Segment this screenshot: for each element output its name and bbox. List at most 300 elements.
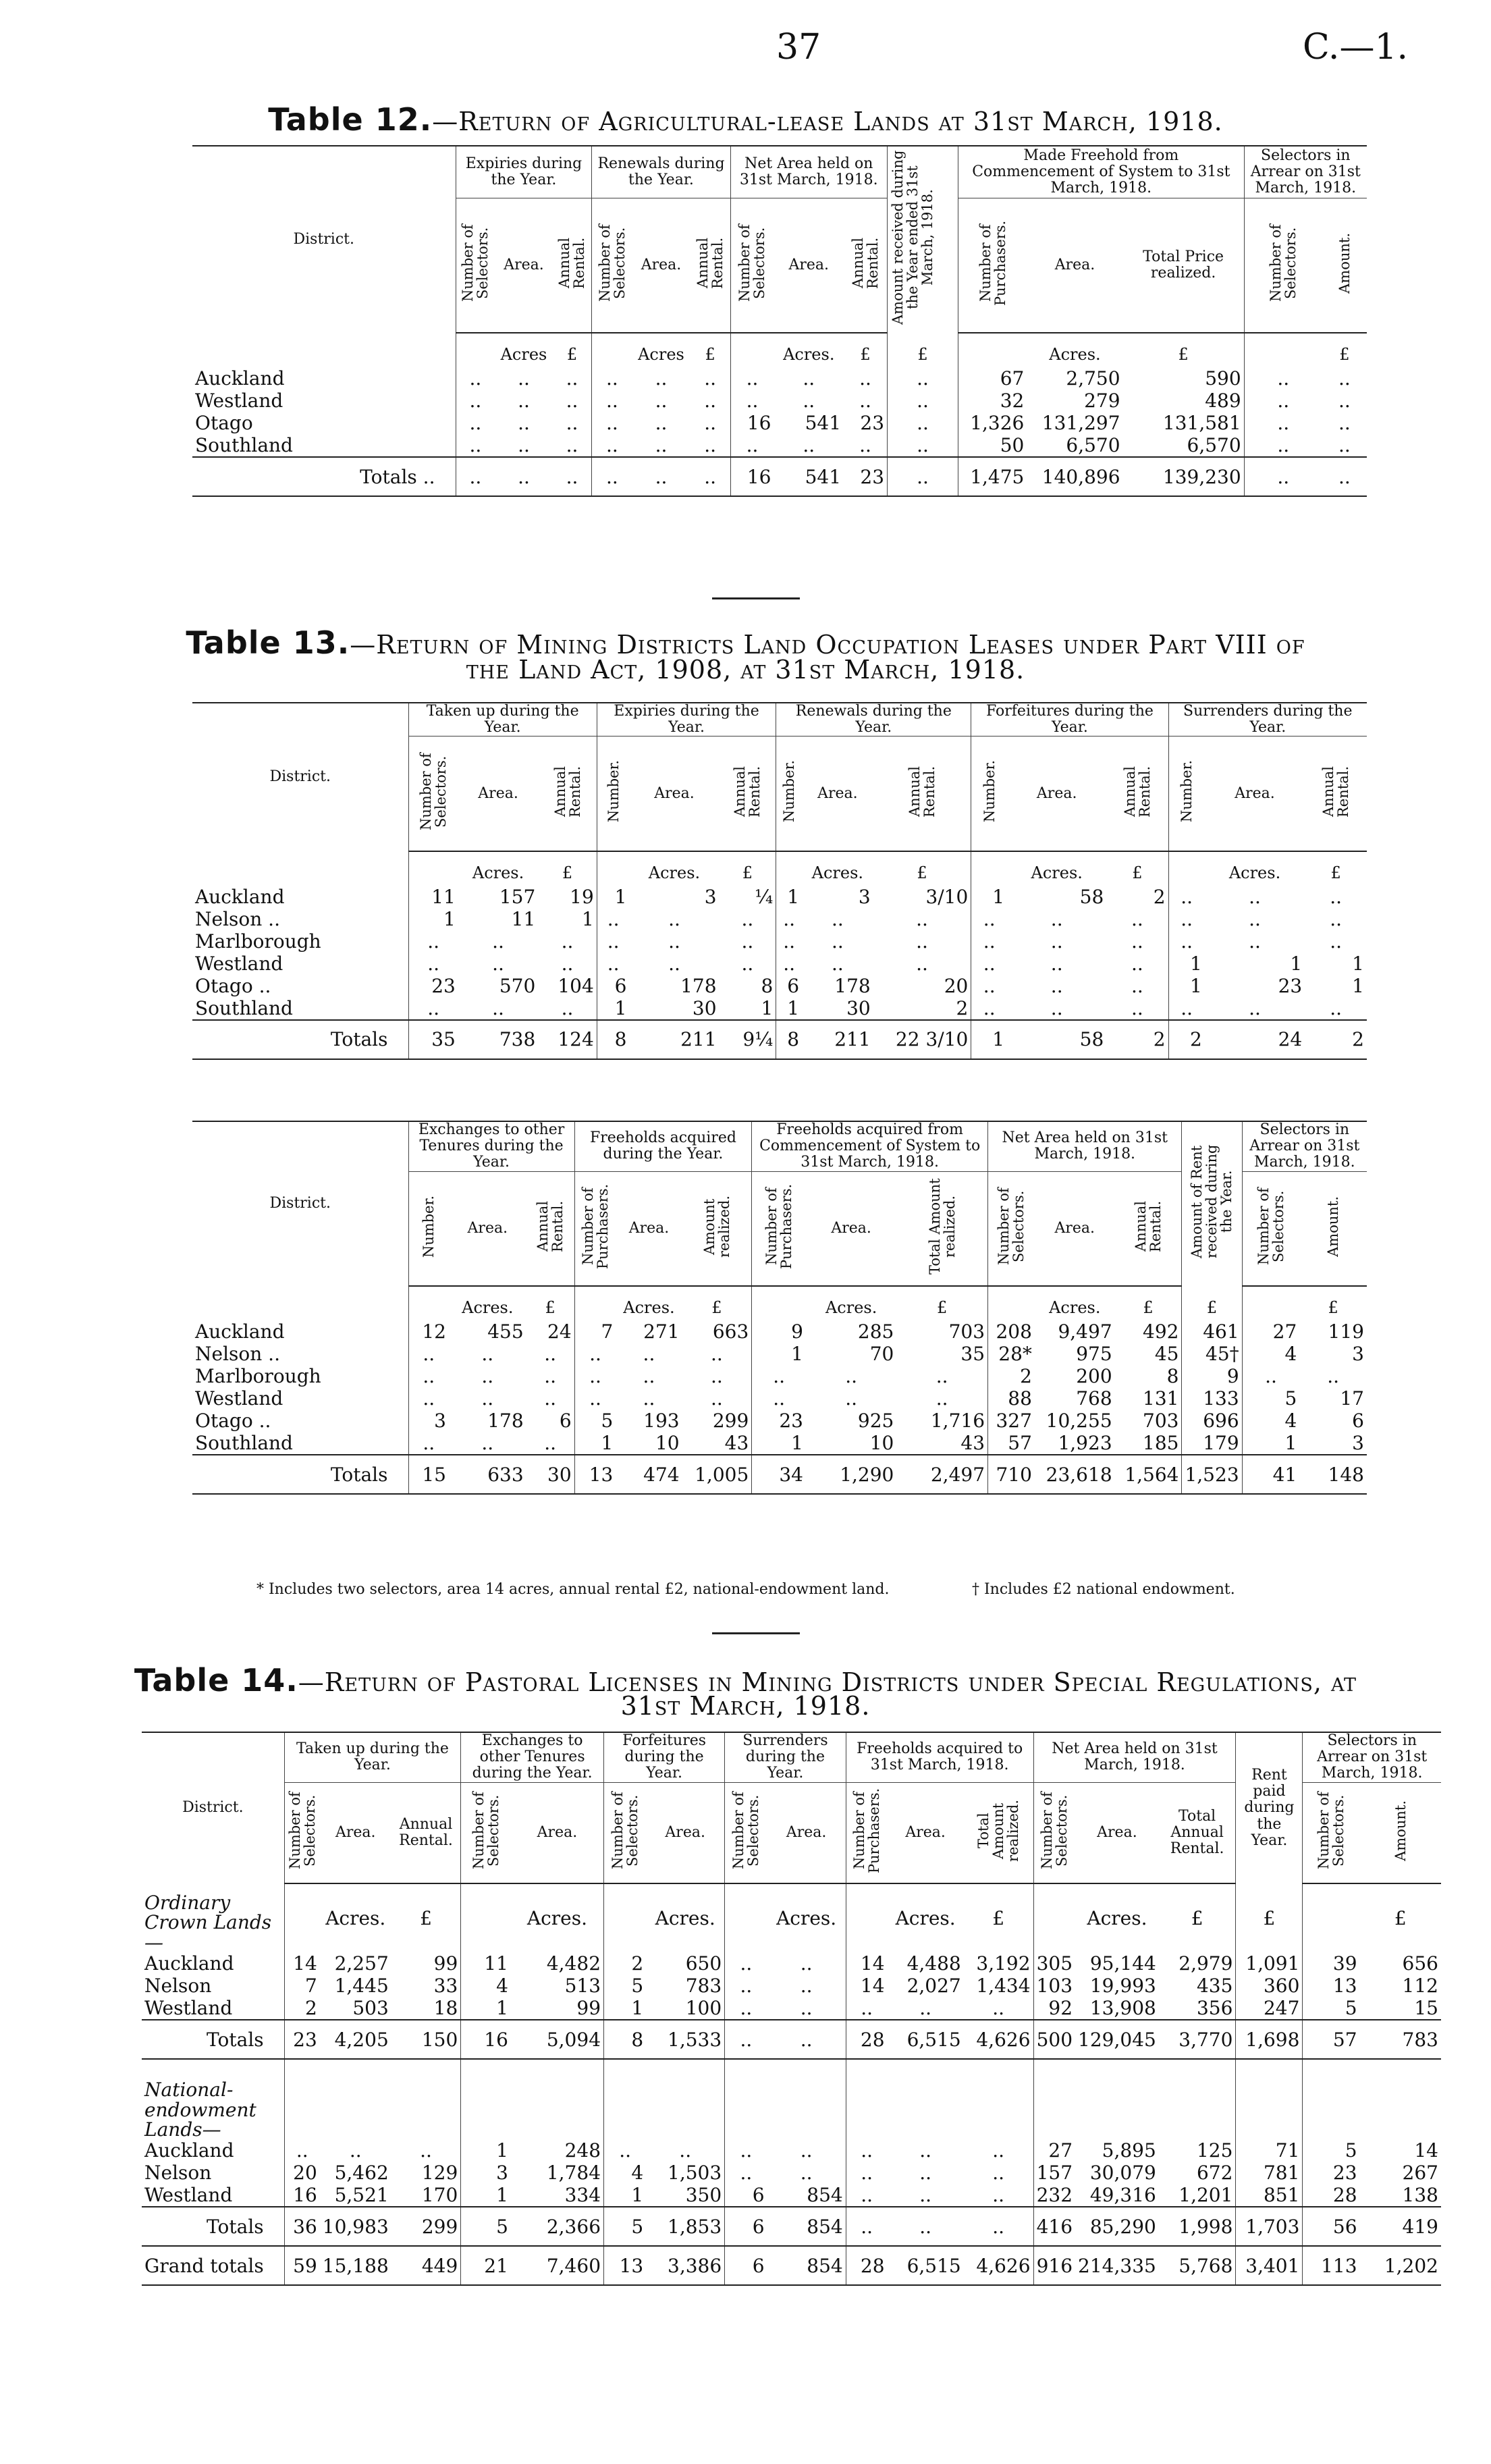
district-name: Auckland [144,1952,234,1975]
table-cell: 1,698 [1236,2020,1303,2059]
table-cell: 59 [284,2246,320,2285]
table-cell: 3,401 [1236,2246,1303,2285]
table-cell: 23 [408,975,458,997]
table-cell: 14 [1414,2139,1438,2162]
table-cell: 2,027 [906,1975,961,1998]
district-name: Otago .. [195,1410,271,1432]
table-row [192,930,1367,953]
unit-pound: £ [888,333,958,367]
table-cell: 23 [1278,974,1303,997]
table-cell: .. [561,996,574,1019]
col-total-amount: Total Amount realized. [896,1171,987,1286]
table-cell: .. [1131,996,1143,1019]
table-cell: 271 [643,1320,680,1343]
table-cell: .. [752,1365,806,1387]
table-cell: 916 [1033,2246,1075,2285]
group-renewals: Renewals during the Year. [776,703,971,736]
table-cell: .. [741,907,754,930]
unit-acres: Acres. [325,1907,386,1930]
table-cell: .. [776,930,802,953]
table-cell: 4,626 [964,2020,1033,2059]
table-cell: 1,533 [646,2020,724,2059]
table-cell: 3/10 [925,885,969,908]
col-rental: Annual Rental. [538,736,597,851]
table-cell: .. [888,434,958,457]
group-forfeitures: Forfeitures during the Year. [971,703,1168,736]
table-cell: 6,515 [888,2246,964,2285]
table-cell: 56 [1303,2207,1360,2246]
totals-row [142,2246,1441,2285]
table-cell: 1 [776,886,802,908]
section-national-endowment-lands: National-endowment Lands— [144,2079,256,2141]
table-cell: 1 [1168,975,1205,997]
table-cell: .. [1327,1365,1340,1388]
table-cell: 34 [752,1455,806,1494]
table-cell: .. [800,1997,813,2020]
table-cell: 5,895 [1102,2139,1156,2162]
table-cell: 8 [1166,1365,1179,1388]
table-cell: .. [1131,974,1143,997]
table-cell: 6 [559,1410,572,1432]
table-cell: 5,462 [334,2162,389,2185]
group-freeholds: Freeholds acquired to 31st March, 1918. [846,1732,1033,1782]
table-cell: 9 [752,1320,806,1343]
table-cell: 15 [408,1455,449,1494]
table-cell: 23,618 [1035,1455,1115,1494]
table-cell: 419 [1360,2207,1441,2246]
table-cell: 1,091 [1236,1952,1303,1975]
table-cell: 178 [834,974,871,997]
table-cell: 2,257 [334,1952,389,1975]
table-cell: 139,230 [1123,457,1245,496]
table-cell: 43 [960,1432,985,1455]
district-name: Otago .. [195,974,271,997]
unit-pound: £ [1328,1298,1338,1318]
col-rental: Annual Rental. [844,198,888,333]
table-cell: 1 [971,886,1007,908]
totals-row [192,1020,1367,1059]
col-area: Area. [511,1782,604,1883]
table-cell: 285 [857,1320,894,1343]
group-freeholds-year: Freeholds acquired during the Year. [574,1121,752,1171]
table-cell: 11 [511,907,536,930]
table-cell: 5 [1242,1387,1299,1410]
district-name: Nelson [144,2162,212,2185]
group-net-area: Net Area held on 31st March, 1918. [730,146,888,198]
table-cell: 112 [1402,1975,1438,1998]
table-cell: 4,488 [906,1952,961,1975]
table-cell: 768 [1076,1387,1112,1410]
table-cell: 461 [1182,1320,1242,1343]
table-cell: 13 [1303,1975,1360,1997]
unit-pound: £ [1182,1286,1242,1320]
table-cell: .. [1050,974,1063,997]
col-number: Number. [1168,736,1205,851]
col-selectors: Number of Selectors. [988,1171,1035,1286]
table-cell: .. [971,930,1007,953]
table-cell: .. [1244,390,1322,412]
table-row [142,1975,1441,1997]
table-cell: .. [1244,434,1322,457]
table-cell: 350 [685,2184,722,2207]
table-cell: 13 [574,1455,616,1494]
table-cell: .. [544,1432,557,1455]
col-district: District. [142,1732,284,1883]
table-cell: 16 [461,2020,511,2059]
group-expiries: Expiries during the Year. [456,146,592,198]
table-cell: 45 [1154,1343,1179,1366]
table-12-label: Table 12. [268,101,433,138]
table-cell: 6 [776,975,802,997]
table-cell: 1 [461,2184,511,2207]
unit-acres: Acres. [1031,863,1083,882]
table-cell: 1,853 [646,2207,724,2246]
totals-label: Grand totals [142,2246,284,2285]
table-cell: .. [408,930,458,953]
table-cell: .. [1131,952,1143,975]
table-cell: 133 [1182,1387,1242,1410]
unit-acres: Acres. [783,345,835,365]
table-cell: .. [1244,367,1322,390]
table-cell: 781 [1236,2162,1303,2184]
table-cell: .. [655,434,668,457]
table-cell: .. [574,1387,616,1410]
table-cell: 783 [685,1975,722,1998]
table-cell: .. [1249,907,1261,930]
table-cell: .. [919,2184,932,2207]
table-cell: 327 [988,1410,1035,1432]
unit-acres: Acres. [811,863,864,882]
table-cell: .. [992,1997,1005,2020]
table-cell: .. [803,367,815,390]
table-cell: 449 [391,2246,461,2285]
table-cell: 27 [1033,2139,1075,2162]
table-cell: .. [711,1343,723,1366]
table-cell: .. [1338,367,1351,390]
table-cell: .. [845,1387,858,1410]
totals-row [192,457,1367,496]
table-row [192,1410,1367,1432]
table-cell: 131 [1143,1387,1179,1410]
table-cell: 11 [461,1952,511,1975]
table-cell: .. [561,952,574,975]
table-cell: 5 [604,1975,647,1997]
table-cell: .. [481,1387,494,1410]
table-cell: 17 [1340,1387,1364,1410]
table-cell: 13 [604,2246,647,2285]
col-purchasers: Number of Purchasers. [958,198,1027,333]
table-cell: 6 [725,2184,767,2207]
table-cell: .. [741,930,754,953]
table-cell: .. [492,996,504,1019]
table-cell: 23 [284,2020,320,2059]
table-cell: 2,366 [511,2207,604,2246]
table-cell: .. [408,953,458,975]
unit-acres: Acres. [623,1298,675,1318]
table-cell: 1 [971,1020,1007,1059]
table-cell: 1,716 [930,1410,985,1432]
table-cell: .. [597,953,629,975]
table-cell: .. [1249,930,1261,953]
col-selectors: Number of Selectors. [1244,198,1322,333]
table-cell: .. [574,1343,616,1365]
table-cell: 1,564 [1115,1455,1182,1494]
table-cell: .. [1050,930,1063,953]
table-cell: 513 [564,1975,601,1998]
table-cell: .. [597,908,629,930]
col-number: Number. [971,736,1007,851]
table-cell: .. [831,952,844,975]
unit-acres: Acres. [895,1907,956,1930]
unit-acres: Acres. [526,1907,588,1930]
table-cell: 3 [408,1410,449,1432]
table-cell: 738 [458,1020,538,1059]
table-cell: 6 [725,2246,767,2285]
district-name: Westland [144,2184,233,2207]
col-area: Area. [458,736,538,851]
table-cell: 16 [284,2184,320,2207]
table-14-heading-line2: 31st March, 1918. [620,1691,871,1721]
table-cell: 28 [846,2246,887,2285]
table-cell: 1 [408,908,458,930]
col-amount: Amount. [1360,1782,1441,1883]
table-cell: .. [544,1387,557,1410]
table-cell: 570 [499,974,536,997]
group-exchanges: Exchanges to other Tenures during the Year. [408,1121,574,1171]
footnote-1: * Includes two selectors, area 14 acres, annual rental £2, national-endowment land. [256,1581,890,1598]
unit-acres: Acres. [825,1298,877,1318]
table-cell: .. [597,930,629,953]
col-total-rental: Total Annual Rental. [1159,1782,1236,1883]
table-cell: 232 [1033,2184,1075,2207]
table-cell: 214,335 [1075,2246,1159,2285]
table-cell: .. [971,997,1007,1020]
table-cell: .. [408,997,458,1020]
table-cell: 10 [655,1432,680,1455]
table-cell: 854 [767,2207,846,2246]
table-cell: 30 [692,996,717,1019]
table-cell: 489 [1205,390,1241,412]
table-cell: 28 [846,2020,887,2059]
table-cell: 39 [1303,1952,1360,1975]
group-taken-up: Taken up during the Year. [284,1732,461,1782]
district-name: Nelson .. [195,1343,280,1366]
table-cell: 140,896 [1027,457,1122,496]
table-cell: 5 [461,2207,511,2246]
unit-acres: Acres. [648,863,701,882]
table-cell: 14 [284,1952,320,1975]
table-cell: .. [916,907,928,930]
col-number: Number. [597,736,629,851]
section-divider [712,597,800,599]
table-cell: .. [592,390,632,412]
table-cell: 492 [1143,1320,1179,1343]
table-cell: .. [725,1975,767,1997]
table-cell: .. [518,367,530,390]
col-selectors: Number of Selectors. [461,1782,511,1883]
table-cell: 4 [461,1975,511,1997]
unit-pound: £ [1191,1907,1203,1930]
table-cell: 23 [1303,2162,1360,2184]
table-cell: 24 [547,1320,572,1343]
table-cell: .. [800,2139,813,2162]
table-cell: .. [1249,885,1261,908]
table-cell: 99 [576,1997,601,2020]
table-cell: 15,188 [320,2246,391,2285]
table-cell: 14 [846,1975,887,1997]
district-name: Nelson [144,1975,212,1998]
table-cell: 27 [1242,1320,1299,1343]
table-cell: 696 [1182,1410,1242,1432]
table-cell: .. [592,367,632,390]
table-cell: .. [992,2139,1005,2162]
table-cell: .. [561,930,574,953]
table-cell: 500 [1033,2020,1075,2059]
table-cell: 193 [643,1410,680,1432]
col-number: Number. [776,736,802,851]
table-cell: 19,993 [1089,1975,1156,1998]
col-area: Area. [1035,1171,1115,1286]
table-row [192,1320,1367,1343]
table-row [192,953,1367,975]
table-cell: 2 [284,1997,320,2020]
table-cell: .. [919,2139,932,2162]
table-row [142,1952,1441,1975]
table-cell: .. [456,412,495,434]
table-cell: 1 [574,1432,616,1455]
col-selectors: Number of Selectors. [1033,1782,1075,1883]
table-cell: 20 [944,974,969,997]
table-row [192,997,1367,1020]
table-cell: .. [495,457,552,496]
table-row [192,1365,1367,1387]
table-cell: .. [1131,907,1143,930]
col-purchasers: Number of Purchasers. [846,1782,887,1883]
table-cell: .. [1131,930,1143,953]
table-cell: 71 [1236,2139,1303,2162]
table-cell: 7 [284,1975,320,1997]
table-cell: .. [1244,457,1322,496]
table-13-label: Table 13. [186,624,350,661]
table-cell: 5 [1303,2139,1360,2162]
table-cell: 157 [1033,2162,1075,2184]
table-cell: .. [845,1365,858,1388]
unit-pound: £ [562,863,573,882]
table-cell: 85,290 [1075,2207,1159,2246]
table-cell: .. [592,457,632,496]
table-cell: 170 [421,2184,458,2207]
table-cell: .. [704,434,717,457]
unit-pound: £ [1236,1883,1303,1952]
footnote-2: † Includes £2 national endowment. [972,1581,1235,1598]
table-cell: 28* [988,1343,1035,1365]
table-cell: 1,434 [976,1975,1031,1998]
table-14-label: Table 14. [134,1662,298,1698]
col-selectors: Number of Selectors. [408,736,458,851]
table-cell: .. [888,457,958,496]
table-cell: .. [803,434,815,457]
table-cell: 650 [685,1952,722,1975]
table-cell: 211 [629,1020,719,1059]
unit-pound: £ [1143,1298,1154,1318]
table-14-heading: —Return of Pastoral Licenses in Mining Districts under Special Regulations, at [298,1667,1357,1697]
table-cell: 590 [1205,367,1241,390]
table-cell: 4 [1242,1410,1299,1432]
unit-pound: £ [1330,863,1341,882]
table-cell: .. [725,1952,767,1975]
table-cell: 7,460 [511,2246,604,2285]
table-cell: .. [408,1365,449,1387]
totals-label: Totals [142,2020,284,2059]
table-cell: 5,094 [511,2020,604,2059]
table-row [142,2139,1441,2162]
table-cell: 208 [988,1320,1035,1343]
table-cell: 248 [564,2139,601,2162]
col-area: Area. [632,198,690,333]
table-cell: 3 [858,885,871,908]
table-cell: .. [679,2139,692,2162]
unit-pound: £ [992,1907,1005,1930]
table-cell: .. [992,2162,1005,2185]
table-cell: .. [730,367,774,390]
col-rental: Annual Rental. [873,736,971,851]
table-cell: 14 [846,1952,887,1975]
table-cell: 131,297 [1041,412,1120,435]
col-rent-received: Amount of Rent received during the Year. [1182,1121,1242,1286]
col-district: District. [192,1121,408,1286]
table-cell: 20 [284,2162,320,2184]
col-number: Number. [408,1171,449,1286]
table-cell: .. [1330,885,1343,908]
group-renewals: Renewals during the Year. [592,146,730,198]
table-cell: .. [420,2139,432,2162]
table-cell: .. [668,907,680,930]
table-cell: .. [704,412,717,435]
table-cell: 16 [730,412,774,434]
table-cell: 49,316 [1089,2184,1156,2207]
col-area: Area. [616,1171,682,1286]
table-cell: .. [481,1432,494,1455]
district-name: Auckland [195,367,285,390]
col-selectors: Number of Selectors. [284,1782,320,1883]
table-cell: .. [752,1387,806,1410]
table-cell: 35 [408,1020,458,1059]
table-cell: 2 [604,1952,647,1975]
group-arrear: Selectors in Arrear on 31st March, 1918. [1244,146,1367,198]
table-cell: .. [492,930,504,953]
table-cell: 113 [1303,2246,1360,2285]
unit-pound: £ [1132,863,1143,882]
table-cell: .. [1050,996,1063,1019]
table-cell: .. [690,457,730,496]
table-cell: .. [971,908,1007,930]
col-rental: Annual Rental. [690,198,730,333]
table-cell: 851 [1236,2184,1303,2207]
table-cell: .. [481,1343,494,1366]
totals-row [142,2020,1441,2059]
table-cell: 5,768 [1159,2246,1236,2285]
table-cell: .. [655,412,668,435]
table-cell: .. [643,1387,655,1410]
table-cell: 150 [391,2020,461,2059]
table-row [192,908,1367,930]
table-cell: .. [592,412,632,434]
table-cell: 9¼ [720,1020,776,1059]
table-cell: 975 [1076,1343,1112,1366]
table-row [142,2184,1441,2207]
table-cell: .. [604,2139,647,2162]
district-name: Marlborough [195,930,321,953]
